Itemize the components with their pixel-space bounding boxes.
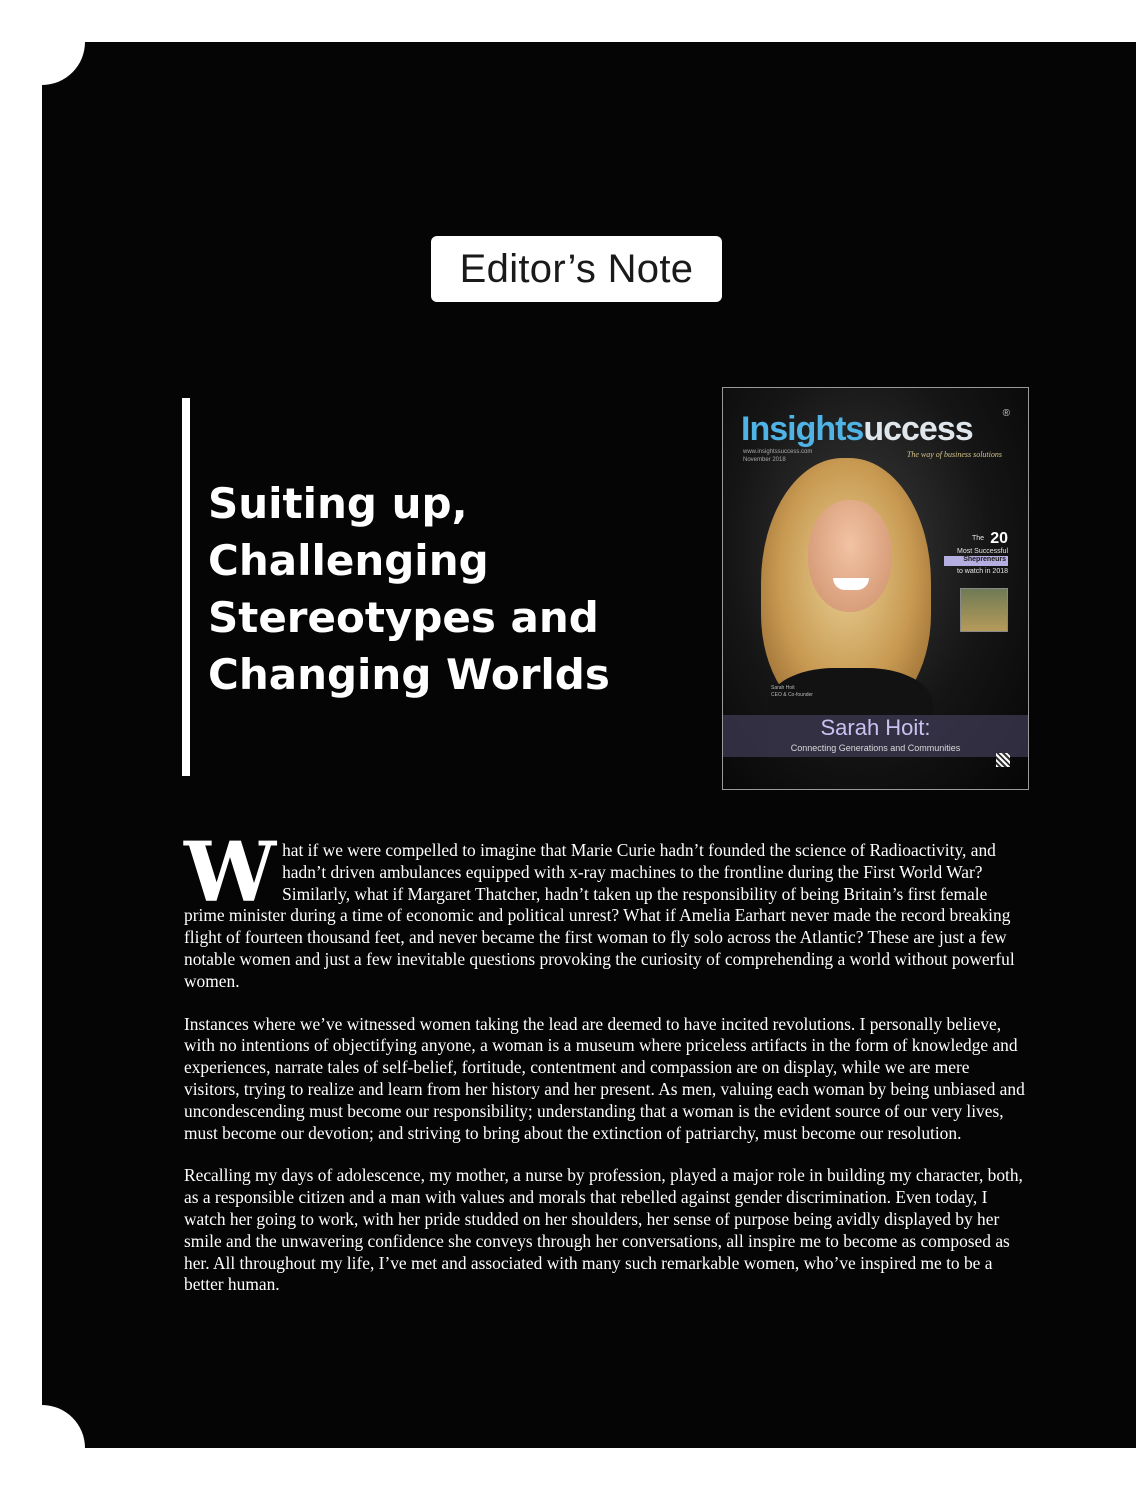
corner-notch-top <box>0 0 85 85</box>
cover-portrait-face <box>808 500 892 612</box>
article-paragraph-2: Instances where we’ve witnessed women taking the lead are deemed to have incited revolutions. I personally believe, with no intentions of objectifying anyone, a woman is a museum where priceless artifacts in the form of knowledge and experiences, narrate tales of self-belief, fortitude, contentment and compassion are on display, while we are mere visitors, trying to realize and learn from her history and her present. As men, valuing each woman by being unbiased and uncondescending must become our responsibility; understanding that a woman is the evident source of our very lives, must become our devotion; and striving to bring about the extinction of patriarchy, must become our resolution. <box>184 1013 1025 1143</box>
cover-inset-photo <box>960 588 1008 632</box>
registered-mark: ® <box>1002 408 1010 419</box>
cover-subtitle: Connecting Generations and Communities <box>790 743 961 753</box>
article-paragraph-1 <box>184 825 1029 993</box>
section-tag <box>431 236 722 302</box>
cover-count-prefix: The <box>971 535 984 542</box>
cover-meta <box>743 448 812 464</box>
cover-logo-part2: uccess <box>863 410 973 448</box>
cover-person-role: CEO & Co-founder <box>771 692 813 698</box>
cover-issue-date: November 2018 <box>743 457 786 463</box>
corner-notch-bottom <box>0 1405 85 1491</box>
cover-logo-part1: Insights <box>741 410 864 448</box>
cover-person-caption <box>771 685 813 699</box>
cover-list-line2: Shepreneurs <box>944 556 1008 566</box>
paragraph-1-text: hat if we were compelled to imagine that Marie Curie hadn’t founded the science of Radioactivity, and hadn’t driven ambulances equipped with x-ray machines to the frontline during the First World War? Similarly, what if Margaret Thatcher, hadn’t taken up the responsibility of being Britain’s first female prime minister during a time of economic and political unrest? What if Amelia Earhart never made the record breaking flight of fourteen thousand feet, and never became the first woman to fly solo across the Atlantic? These are just a few notable women and just a few inevitable questions provoking the curiosity of comprehending a world without powerful women. <box>184 840 1015 991</box>
qr-code-icon <box>996 753 1010 767</box>
cover-website: www.insightssuccess.com <box>743 449 813 455</box>
magazine-cover-image <box>722 387 1029 790</box>
cover-person-name: Sarah Hoit <box>771 685 795 691</box>
cover-list-line1: Most Successful <box>957 548 1008 555</box>
article-body <box>184 825 1029 1317</box>
cover-tagline: The way of business solutions <box>906 450 1002 459</box>
cover-name: Sarah Hoit: <box>820 715 931 740</box>
page-panel <box>42 42 1136 1448</box>
cover-list-line3: to watch in 2018 <box>957 568 1008 575</box>
article-paragraph-3: Recalling my days of adolescence, my mother, a nurse by profession, played a major role in building my character, both, as a responsible citizen and a man with values and morals that rebelled against gender discrimination. Even today, I watch her going to work, with her pride studded on her shoulders, her sense of purpose being avidly displayed by her smile and the unwavering confidence she conveys through her conversations, all inspire me to become as composed as her. All throughout my life, I’ve met and associated with many such remarkable women, who’ve inspired me to be a better human. <box>184 1165 1023 1295</box>
section-tag-label: Editor’s Note <box>459 246 694 291</box>
cover-count: 20 <box>990 530 1008 547</box>
cover-logo <box>741 410 973 449</box>
headline-accent-bar <box>182 398 190 776</box>
headline: Suiting up, Challenging Stereotypes and Changing Worlds <box>208 479 610 699</box>
drop-cap: W <box>184 825 277 921</box>
